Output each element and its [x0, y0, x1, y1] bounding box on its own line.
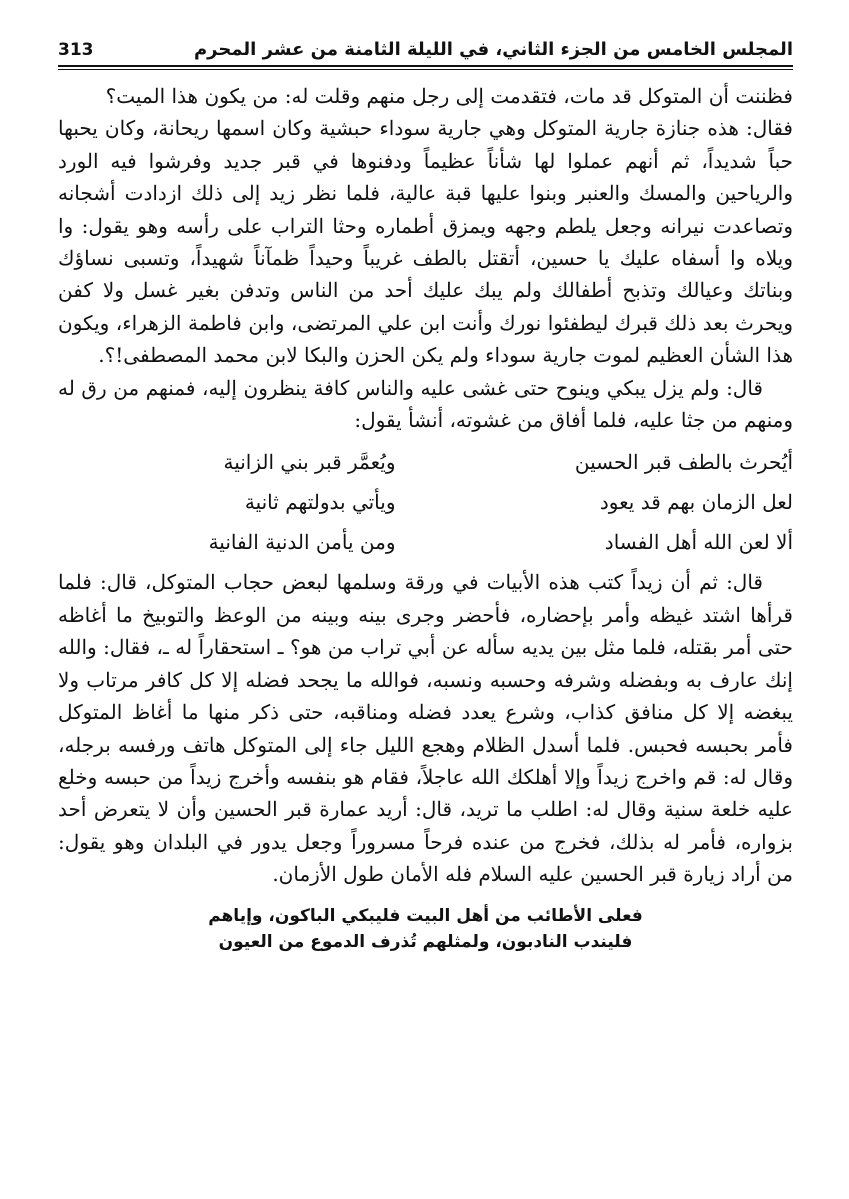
poem-hemistich: لعل الزمان بهم قد يعود — [599, 490, 793, 515]
poem — [58, 436, 793, 566]
header-rule-thin — [58, 69, 793, 70]
chapter-title: المجلس الخامس من الجزء الثاني، في الليلة الثامنة من عشر المحرم — [193, 39, 793, 60]
poem-hemistich: ويُعمَّر قبر بني الزانية — [223, 450, 396, 475]
poem-hemistich: ومن يأمن الدنية الفانية — [208, 530, 396, 555]
paragraph: فظننت أن المتوكل قد مات، فتقدمت إلى رجل منهم وقلت له: من يكون هذا الميت؟ — [105, 84, 793, 108]
page-number: 313 — [58, 40, 94, 60]
paragraph: قال: ثم أن زيداً كتب هذه الأبيات في ورقة وسلمها لبعض حجاب المتوكل، قال: فلما قرأها اشتد غيظه وأمر بإحضاره، فأحضر وجرى بينه وبينه من الوعظ والتوبيخ ما أغاظه حتى أمر بقتله، فلما مثل بين يديه سأله عن أبي تراب من هو؟ ـ استحقاراً له ـ، فقال: والله إنك عارف به وبفضله وشرفه وحسبه ونسبه، فوالله ما يجحد فضله إلا كل كافر مرتاب ولا يبغضه إلا كل منافق كذاب، وشرع يعدد فضله ومناقبه، حتى ذكر منها ما أغاظ المتوكل فأمر بحبسه فحبس. فلما أسدل الظلام وهجع الليل جاء إلى المتوكل هاتف ورفسه برجله، وقال له: قم واخرج زيداً وإلا أهلكك الله عاجلاً، فقام هو بنفسه وأخرج زيداً من حبسه وخلع عليه خلعة سنية وقال له: اطلب ما تريد، قال: أريد عمارة قبر الحسين وأن لا يتعرض أحد بزواره، فأمر له بذلك، فخرج من عنده فرحاً مسروراً وجعل يدور في البلدان وهو يقول: من أراد زيارة قبر الحسين عليه السلام فله الأمان طول الأزمان. — [58, 570, 793, 887]
closing-line: فليندب النادبون، ولمثلهم تُذرف الدموع من العيون — [218, 931, 633, 952]
paragraph: قال: ولم يزل يبكي وينوح حتى غشى عليه والناس كافة ينظرون إليه، فمنهم من رق له ومنهم من جثا عليه، فلما أفاق من غشوته، أنشأ يقول: — [58, 375, 793, 433]
poem-hemistich: أيُحرث بالطف قبر الحسين — [574, 450, 793, 475]
closing-line: فعلى الأطائب من أهل البيت فليبكي الباكون، وإياهم — [208, 905, 643, 926]
closing-verse — [58, 903, 793, 955]
running-header — [58, 30, 793, 60]
main-text — [58, 80, 793, 891]
poem-hemistich: ألا لعن الله أهل الفساد — [604, 530, 793, 555]
header-rule — [58, 65, 793, 67]
poem-hemistich: ويأتي بدولتهم ثانية — [244, 490, 396, 515]
paragraph: فقال: هذه جنازة جارية المتوكل وهي جارية سوداء حبشية وكان اسمها ريحانة، وكان يحبها حباً شديداً، ثم أنهم عملوا لها شأناً عظيماً ودفنوها في قبر جديد وفرشوا فيه الورد والرياحين والمسك والعنبر وبنوا عليها قبة عالية، فلما نظر زيد إلى ذلك ازدادت أشجانه وتصاعدت نيرانه وجعل يلطم وجهه ويمزق أطماره وحثا التراب على رأسه وهو يقول: وا ويلاه وا أسفاه عليك يا حسين، أتقتل بالطف غريباً وحيداً ظمآناً شهيداً، وتسبى نساؤك وبناتك وعيالك وتذبح أطفالك ولم يبك عليك أحد من الناس وتدفن بغير غسل ولا كفن ويحرث بعد ذلك قبرك ليطفئوا نورك وأنت ابن علي المرتضى، وابن فاطمة الزهراء، ويكون هذا الشأن العظيم لموت جارية سوداء ولم يكن الحزن والبكا لابن محمد المصطفى!؟. — [58, 116, 793, 368]
